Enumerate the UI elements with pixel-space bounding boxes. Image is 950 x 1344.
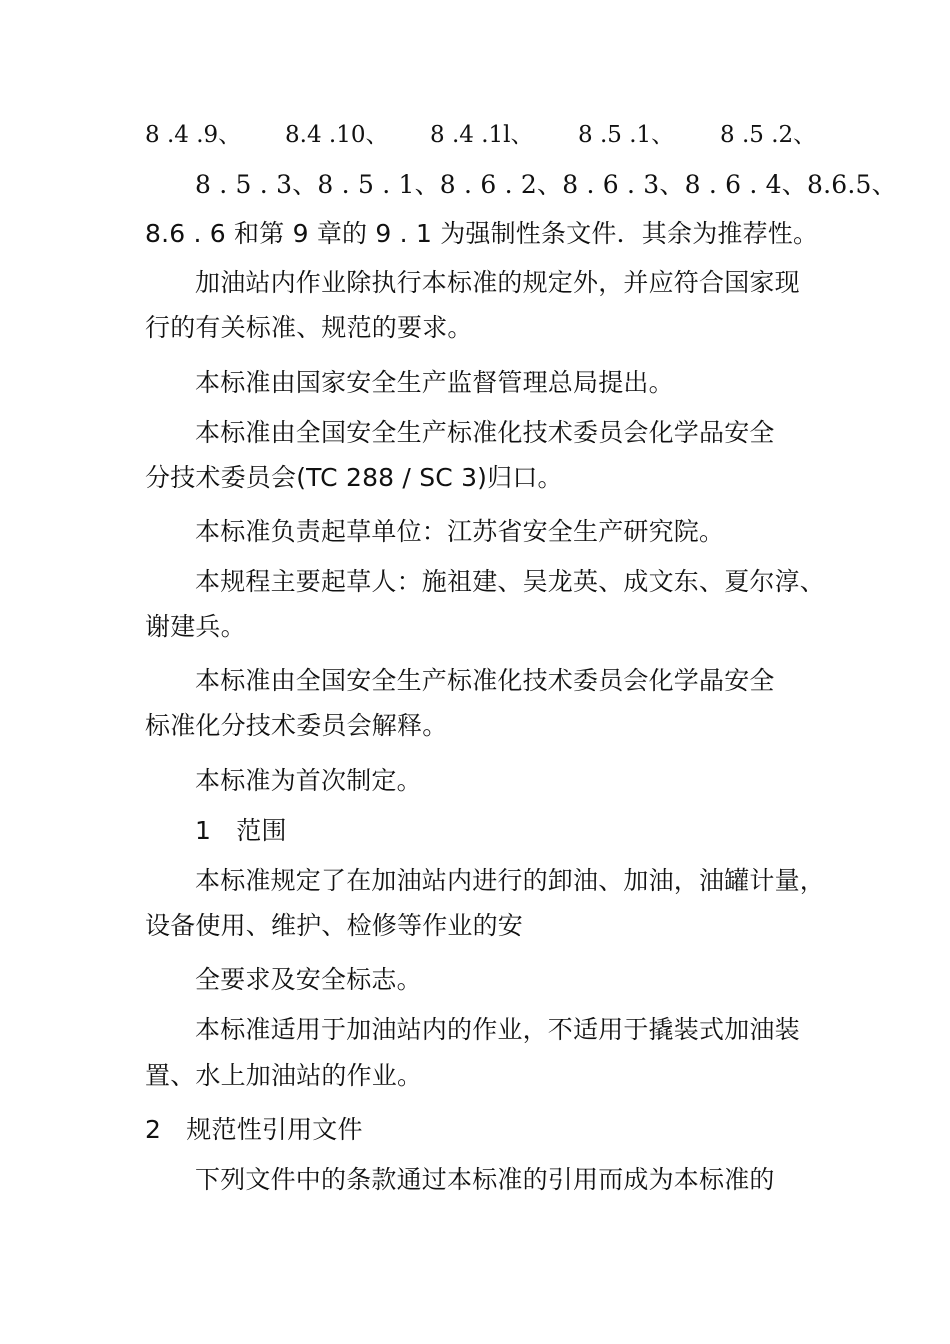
- section-heading: 2 规范性引用文件: [145, 1115, 363, 1144]
- paragraph-text: 分技术委员会(TC 288 / SC 3)归口。: [145, 463, 563, 492]
- paragraph-text: 本标准适用于加油站内的作业，不适用于撬装式加油装: [195, 1015, 800, 1044]
- paragraph-text: 标准化分技术委员会解释。: [145, 711, 448, 740]
- paragraph-text: 本标准规定了在加油站内进行的卸油、加油，油罐计量，: [195, 866, 826, 895]
- paragraph-text: 下列文件中的条款通过本标准的引用而成为本标准的: [195, 1165, 775, 1194]
- paragraph-text: 设备使用、维护、检修等作业的安: [145, 911, 524, 940]
- paragraph-text: 行的有关标准、规范的要求。: [145, 313, 473, 342]
- paragraph-text: 本标准负责起草单位：江苏省安全生产研究院。: [195, 517, 725, 546]
- clause-ref: 8 .5 .1、: [578, 122, 675, 148]
- paragraph-text: 加油站内作业除执行本标准的规定外，并应符合国家现: [195, 268, 800, 297]
- clause-list-line: 8 . 5 . 3、8 . 5 . 1、8 . 6 . 2、8 . 6 . 3、8 . 6 . 4、8.6.5、: [195, 170, 897, 199]
- paragraph-text: 本标准由全国安全生产标准化技术委员会化学晶安全: [195, 666, 775, 695]
- clause-ref: 8 .5 .2、: [720, 122, 817, 148]
- clause-ref: 8.4 .10、: [285, 122, 389, 148]
- mandatory-clause-line: 8.6 . 6 和第 9 章的 9 . 1 为强制性条文件．其余为推荐性。: [145, 219, 819, 248]
- paragraph-text: 本规程主要起草人：施祖建、吴龙英、成文东、夏尔淳、: [195, 567, 826, 596]
- paragraph-text: 本标准由全国安全生产标准化技术委员会化学品安全: [195, 418, 775, 447]
- clause-ref: 8 .4 .9、: [145, 122, 242, 148]
- paragraph-text: 置、水上加油站的作业。: [145, 1061, 423, 1090]
- paragraph-text: 全要求及安全标志。: [195, 965, 422, 994]
- paragraph-text: 谢建兵。: [145, 612, 246, 641]
- paragraph-text: 本标准为首次制定。: [195, 766, 422, 795]
- paragraph-text: 本标准由国家安全生产监督管理总局提出。: [195, 368, 674, 397]
- clause-ref: 8 .4 .1l、: [430, 122, 534, 148]
- section-heading: 1 范围: [195, 816, 287, 845]
- clause-list-row: [145, 118, 815, 152]
